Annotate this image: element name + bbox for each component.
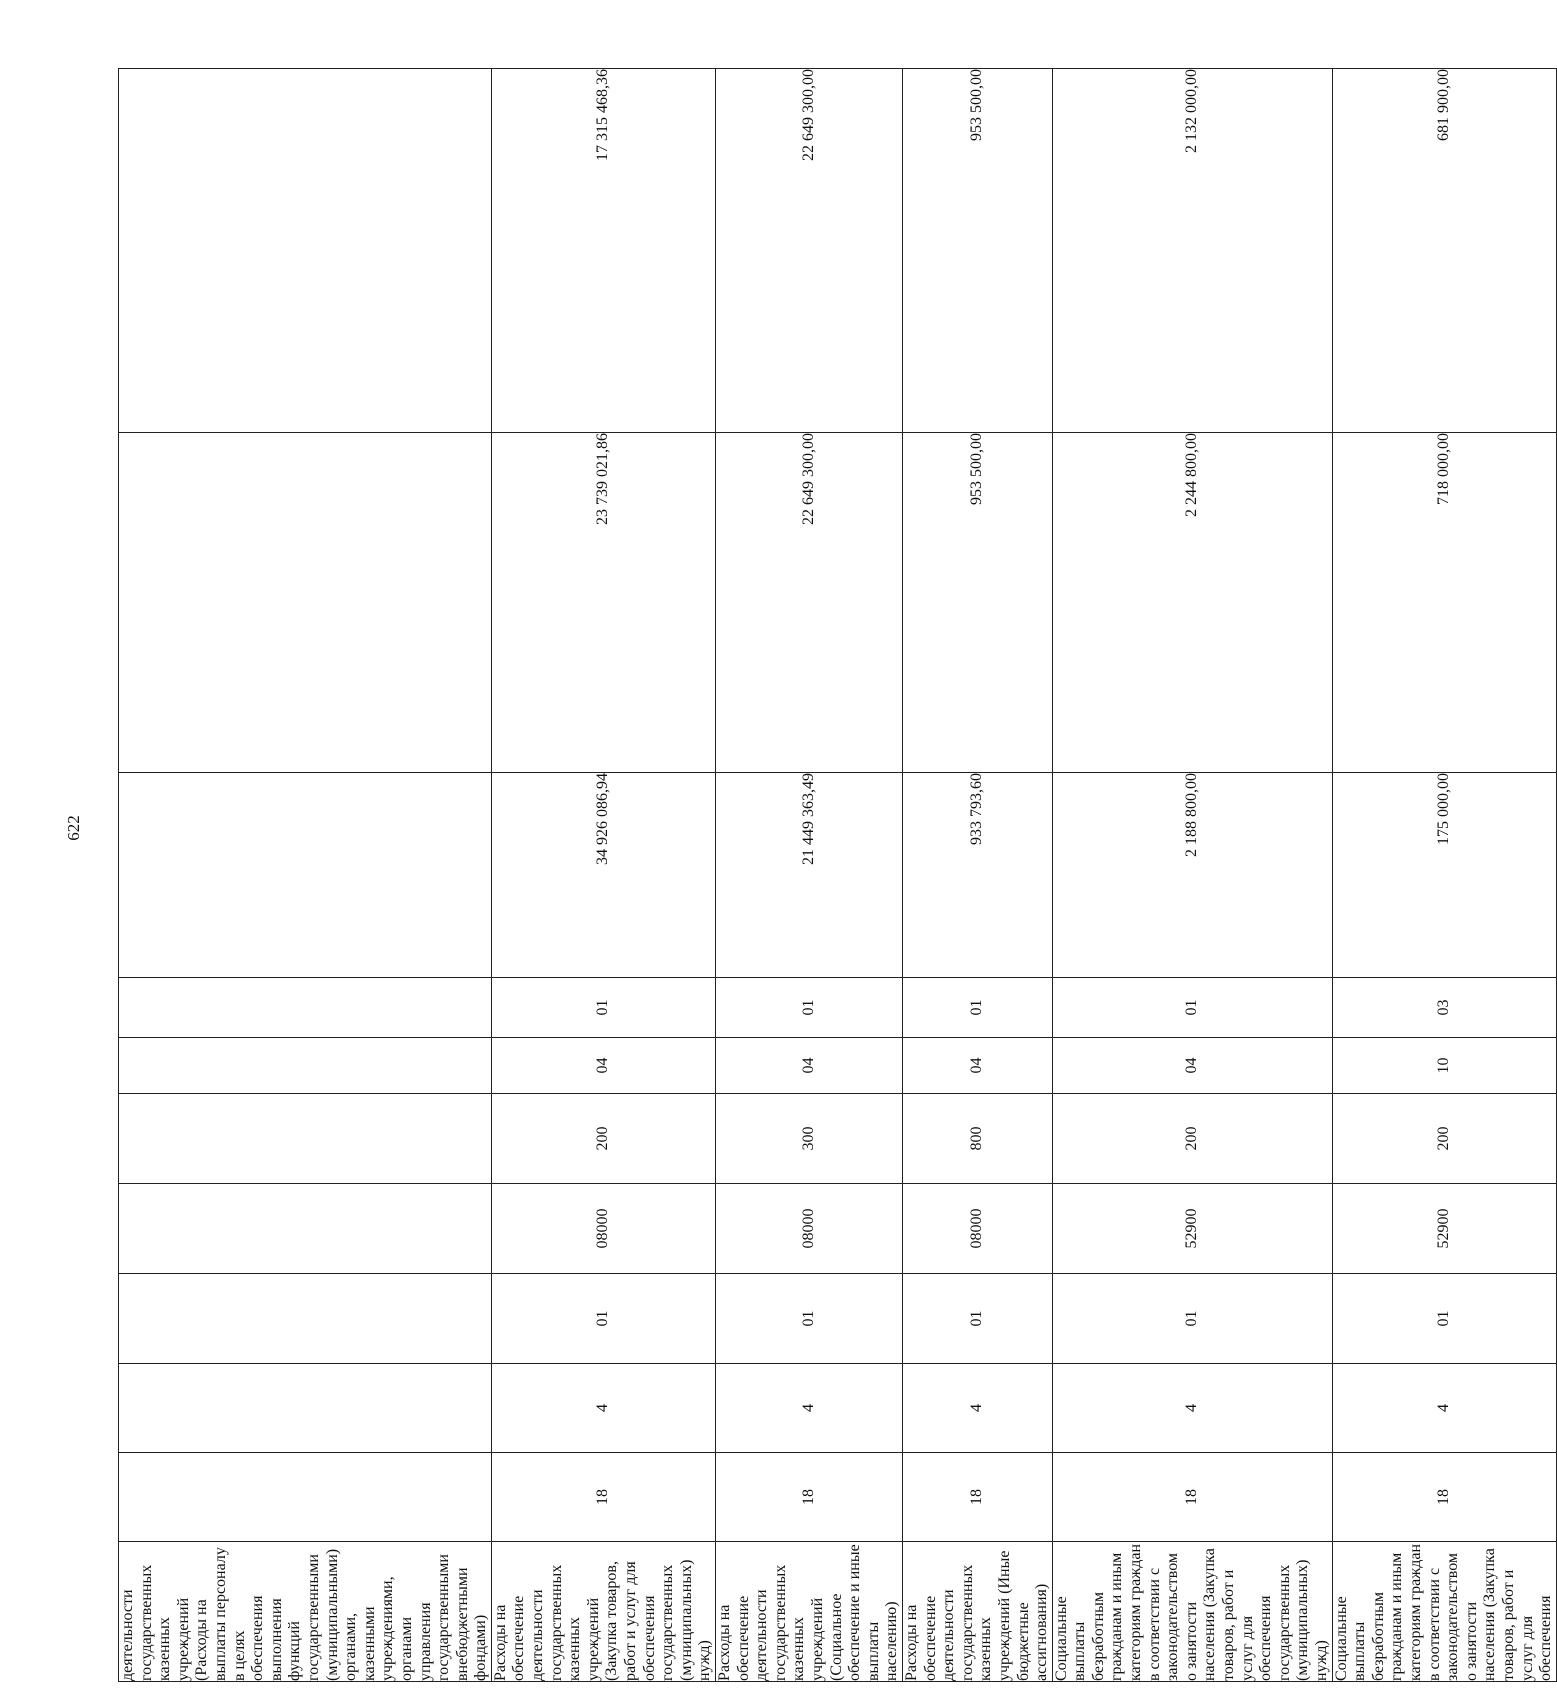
code-cell: 04 [1052,1038,1332,1094]
amount-cell: 23 739 021,86 [491,433,715,773]
code-cell: 18 [1052,1453,1332,1542]
amount-cell [119,69,492,433]
amount-cell: 21 449 363,49 [716,773,903,978]
table-row [491,69,715,1682]
code-cell [119,1184,492,1274]
code-cell: 200 [491,1094,715,1184]
table-row [119,69,492,1682]
code-cell: 4 [902,1364,1052,1453]
page-number: 622 [64,815,83,841]
row-description: Расходы на обеспечение деятельности государственных казенных учреждений (Иные бюджетные ассигнования) [902,1542,1052,1682]
code-cell: 52900 [1052,1184,1332,1274]
code-cell: 300 [716,1094,903,1184]
code-cell [119,1364,492,1453]
amount-cell: 953 500,00 [902,69,1052,433]
code-cell: 52900 [1332,1184,1556,1274]
amount-cell: 718 000,00 [1332,433,1556,773]
amount-cell [119,433,492,773]
amount-cell: 2 244 800,00 [1052,433,1332,773]
amount-cell: 2 188 800,00 [1052,773,1332,978]
amount-cell: 681 900,00 [1332,69,1556,433]
code-cell: 18 [902,1453,1052,1542]
code-cell: 10 [1332,1038,1556,1094]
code-cell: 01 [1052,978,1332,1038]
code-cell: 800 [902,1094,1052,1184]
code-cell [119,1274,492,1364]
code-cell: 08000 [491,1184,715,1274]
code-cell [119,1094,492,1184]
code-cell: 200 [1052,1094,1332,1184]
amount-cell: 17 315 468,36 [491,69,715,433]
code-cell: 08000 [716,1184,903,1274]
amount-cell: 22 649 300,00 [716,433,903,773]
row-description: Социальные выплаты безработным гражданам и иным категориям граждан в соответствии с законодательством о занятости населения (Закупка товаров, работ и услуг для обеспечения государственных (муниципальных) нужд) [1052,1542,1332,1682]
code-cell: 01 [1052,1274,1332,1364]
table-row [716,69,903,1682]
row-description: Расходы на обеспечение деятельности государственных казенных учреждений (Социальное обеспечение и иные выплаты населению) [716,1542,903,1682]
code-cell: 04 [902,1038,1052,1094]
code-cell: 18 [491,1453,715,1542]
amount-cell [119,773,492,978]
code-cell: 01 [1332,1274,1556,1364]
amount-cell: 2 132 000,00 [1052,69,1332,433]
row-description: деятельности государственных казенных учреждений (Расходы на выплаты персоналу в целях обеспечения выполнения функций государственными (муниципальными) органами, казенными учреждениями, органами управления государственными внебюджетными фондами) [119,1542,492,1682]
amount-cell: 953 500,00 [902,433,1052,773]
code-cell [119,1453,492,1542]
code-cell: 01 [491,978,715,1038]
code-cell: 01 [716,1274,903,1364]
amount-cell: 175 000,00 [1332,773,1556,978]
code-cell: 18 [716,1453,903,1542]
code-cell: 200 [1332,1094,1556,1184]
code-cell: 01 [902,1274,1052,1364]
code-cell: 03 [1332,978,1556,1038]
code-cell: 01 [491,1274,715,1364]
rotated-table-wrapper [118,69,1555,1682]
table-row [1332,69,1556,1682]
code-cell: 4 [1052,1364,1332,1453]
amount-cell: 34 926 086,94 [491,773,715,978]
code-cell: 4 [1332,1364,1556,1453]
amount-cell: 22 649 300,00 [716,69,903,433]
code-cell: 01 [716,978,903,1038]
code-cell: 04 [491,1038,715,1094]
code-cell [119,978,492,1038]
code-cell: 01 [902,978,1052,1038]
code-cell: 08000 [902,1184,1052,1274]
code-cell [119,1038,492,1094]
code-cell: 18 [1332,1453,1556,1542]
code-cell: 4 [491,1364,715,1453]
table-row [902,69,1052,1682]
table-row [1052,69,1332,1682]
row-description: Расходы на обеспечение деятельности государственных казенных учреждений (Закупка товаров, работ и услуг для обеспечения государственных (муниципальных) нужд) [491,1542,715,1682]
code-cell: 4 [716,1364,903,1453]
code-cell: 04 [716,1038,903,1094]
amount-cell: 933 793,60 [902,773,1052,978]
row-description: Социальные выплаты безработным гражданам и иным категориям граждан в соответствии с законодательством о занятости населения (Закупка товаров, работ и услуг для обеспечения [1332,1542,1556,1682]
budget-table [118,68,1557,1682]
